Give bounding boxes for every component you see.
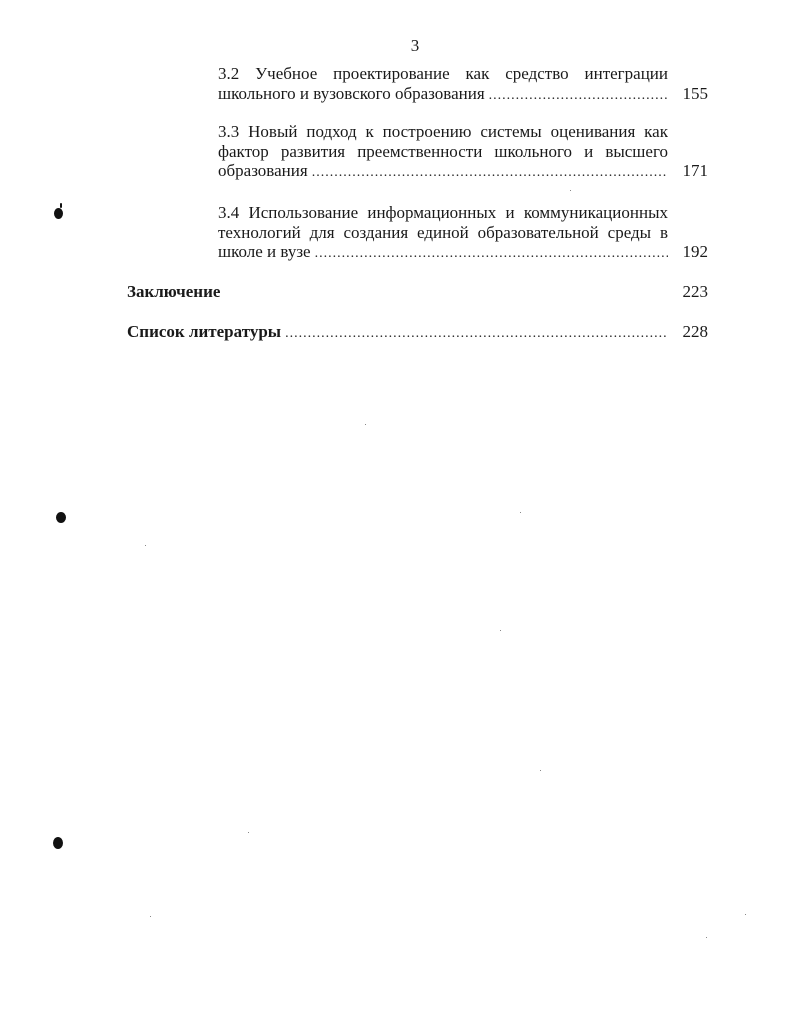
toc-entry-text: школе и вузе [218, 242, 311, 261]
toc-entry-text: образования [218, 161, 308, 180]
dot-leader [489, 86, 668, 106]
toc-entry-last-line [218, 84, 668, 106]
binder-hole-mark [56, 512, 66, 523]
scan-speck [706, 937, 707, 938]
scan-speck [540, 770, 541, 771]
dot-leader [315, 244, 668, 264]
binder-hole-mark [60, 203, 62, 208]
toc-entry-references [127, 322, 668, 344]
scan-speck [500, 630, 501, 631]
toc-entry-line: фактор развития преемственности школьного и высшего [218, 141, 668, 161]
scan-speck [365, 424, 366, 425]
toc-entry-line: 3.2 Учебное проектирование как средство интеграции [218, 64, 668, 83]
toc-entry-last-line [218, 161, 668, 183]
scan-speck [248, 832, 249, 833]
toc-page-number: 223 [682, 282, 708, 301]
toc-entry-line: технологий для создания единой образовательной среды в [218, 222, 668, 242]
page-number: 3 [410, 36, 420, 55]
toc-entry-text: Список литературы [127, 322, 282, 341]
scan-speck [745, 914, 746, 915]
toc-entry-last-line [218, 242, 668, 264]
dot-leader [312, 163, 668, 183]
toc-entry-3-2 [218, 64, 668, 105]
toc-page-number: 192 [682, 242, 708, 261]
toc-entry-last-line [127, 282, 668, 302]
toc-entry-3-4 [218, 203, 668, 264]
scan-speck [520, 512, 521, 513]
toc-page-number: 155 [682, 83, 708, 103]
toc-page-number: 228 [682, 322, 708, 341]
toc-entry-3-3 [218, 122, 668, 183]
toc-entry-line: 3.3 Новый подход к построению системы оценивания как [218, 122, 668, 141]
toc-page-number: 171 [682, 161, 708, 180]
toc-entry-conclusion [127, 282, 668, 302]
dot-leader [285, 324, 668, 344]
binder-hole-mark [54, 208, 63, 219]
toc-entry-line: 3.4 Использование информационных и коммуникационных [218, 203, 668, 222]
binder-hole-mark [53, 837, 63, 849]
toc-entry-last-line [127, 322, 668, 344]
scan-speck [150, 916, 151, 917]
toc-entry-text: школьного и вузовского образования [218, 83, 485, 103]
scan-speck [570, 190, 571, 191]
scan-speck [145, 545, 146, 546]
toc-entry-text: Заключение [127, 282, 221, 301]
